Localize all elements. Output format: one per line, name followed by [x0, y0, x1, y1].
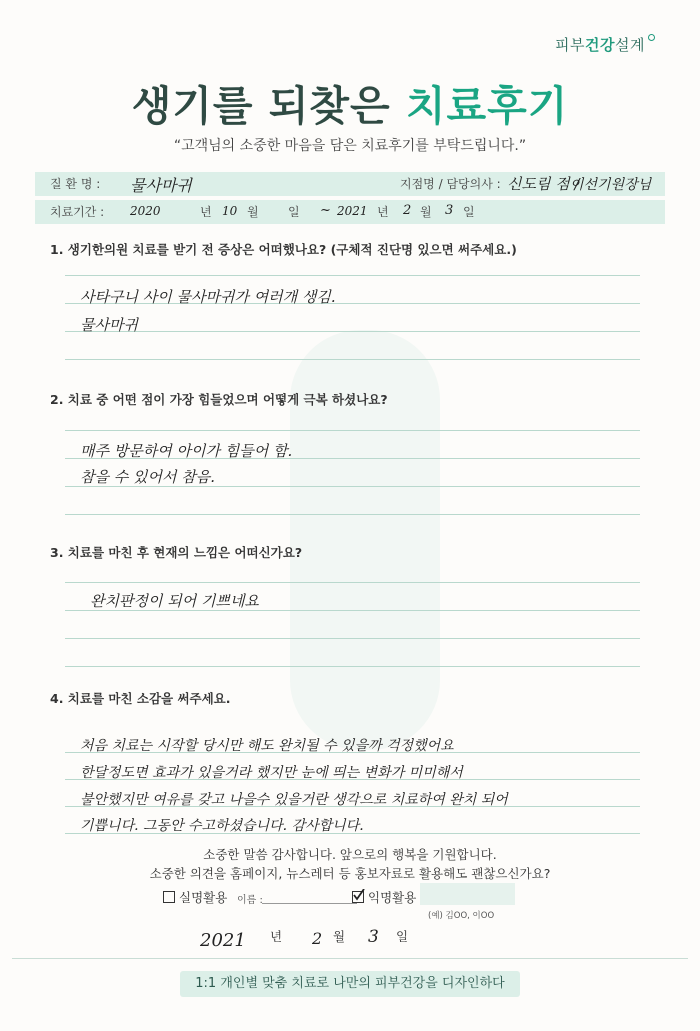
- period-tilde: ~: [320, 203, 331, 218]
- thanks-text: 소중한 말씀 감사합니다. 앞으로의 행복을 기원합니다.: [203, 847, 497, 862]
- anonymous-label: 익명활용: [368, 890, 417, 905]
- date-month: 2: [312, 929, 323, 948]
- footer-slogan: 1:1 개인별 맞춤 치료로 나만의 피부건강을 디자인하다: [180, 971, 520, 997]
- year-unit: 년: [270, 929, 283, 944]
- real-name-checkbox[interactable]: [163, 891, 175, 903]
- branch-value: 신도림 점 /: [507, 175, 580, 193]
- day-unit: 일: [396, 929, 409, 944]
- answer-line: [65, 638, 640, 639]
- name-field-line[interactable]: [262, 903, 357, 904]
- consent-question: 소중한 의견을 홈페이지, 뉴스레터 등 홍보자료로 활용해도 괜찮으신가요?: [149, 866, 551, 881]
- anonymous-option[interactable]: [352, 888, 416, 906]
- year-unit: 년: [200, 205, 212, 219]
- footer-divider: [12, 958, 688, 959]
- disease-value: 물사마귀: [130, 176, 192, 195]
- month-unit: 월: [420, 205, 432, 219]
- page-title: 생기를 되찾은 치료후기: [131, 82, 569, 130]
- branch-label: 지점명 / 담당의사 :: [400, 177, 501, 191]
- disease-row: [35, 172, 665, 196]
- year-unit: 년: [377, 205, 389, 219]
- answer-1-line-1: 사타구니 사이 물사마귀가 여러개 생김.: [80, 288, 336, 306]
- start-month: 10: [222, 204, 238, 218]
- name-label: 이름 :: [237, 895, 263, 906]
- end-month: 2: [403, 203, 412, 218]
- answer-line: [65, 582, 640, 583]
- disease-label: 질 환 명 :: [50, 177, 101, 191]
- answer-4-line-4: 기쁩니다. 그동안 수고하셨습니다. 감사합니다.: [80, 818, 364, 834]
- answer-line: [65, 359, 640, 360]
- date-year: 2021: [200, 930, 246, 951]
- question-2: 2. 치료 중 어떤 점이 가장 힘들었으며 어떻게 극복 하셨나요?: [50, 392, 388, 407]
- brand-logo: 피부건강설계: [555, 34, 655, 55]
- page-subtitle: “고객님의 소중한 마음을 담은 치료후기를 부탁드립니다.”: [173, 138, 527, 154]
- period-row: [35, 200, 665, 224]
- logo-dot-icon: [648, 34, 655, 41]
- anonymous-box: [420, 883, 515, 905]
- period-label: 치료기간 :: [50, 205, 105, 219]
- answer-4-line-3: 불안했지만 여유를 갖고 나을수 있을거란 생각으로 치료하여 완치 되어: [80, 792, 508, 808]
- start-year: 2020: [130, 204, 161, 218]
- month-unit: 월: [247, 205, 259, 219]
- answer-1-line-2: 물사마귀: [80, 316, 138, 334]
- end-day: 3: [445, 203, 454, 218]
- month-unit: 월: [333, 929, 346, 944]
- real-name-label: 실명활용: [179, 890, 228, 905]
- answer-4-line-1: 처음 치료는 시작할 당시만 해도 완치될 수 있을까 걱정했어요: [80, 738, 454, 754]
- question-3: 3. 치료를 마친 후 현재의 느낌은 어떠신가요?: [50, 545, 303, 560]
- date-day: 3: [368, 927, 379, 947]
- answer-line: [65, 514, 640, 515]
- check-mark-icon: [353, 889, 365, 901]
- question-4: 4. 치료를 마친 소감을 써주세요.: [50, 691, 231, 706]
- day-unit: 일: [288, 205, 300, 219]
- question-1: 1. 생기한의원 치료를 받기 전 증상은 어떠했나요? (구체적 진단명 있으면 써주세요.): [50, 242, 517, 257]
- name-example: (예) 김OO, 이OO: [428, 911, 495, 921]
- day-unit: 일: [463, 205, 475, 219]
- doctor-value: 이선기원장님: [570, 177, 652, 193]
- answer-2-line-1: 매주 방문하여 아이가 힘들어 함.: [80, 442, 293, 460]
- answer-line: [65, 331, 640, 332]
- answer-line: [65, 275, 640, 276]
- answer-line: [65, 430, 640, 431]
- end-year: 2021: [337, 204, 368, 218]
- answer-4-line-2: 한달정도면 효과가 있을거라 했지만 눈에 띄는 변화가 미미해서: [80, 765, 463, 781]
- real-name-option[interactable]: [163, 888, 227, 906]
- answer-line: [65, 666, 640, 667]
- anonymous-checkbox[interactable]: [352, 891, 364, 903]
- answer-2-line-2: 참을 수 있어서 참음.: [80, 468, 215, 486]
- answer-3-line-1: 완치판정이 되어 기쁘네요: [90, 592, 259, 610]
